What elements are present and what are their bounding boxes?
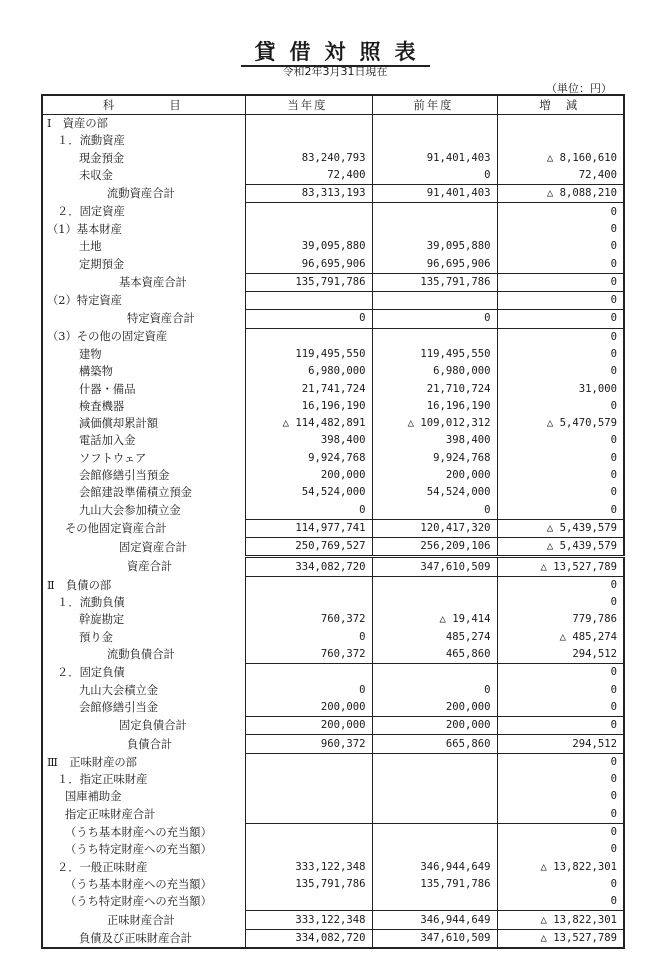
row-label: 定期預金 [42, 255, 245, 273]
change-value: 0 [497, 806, 624, 824]
change-value: △ 8,088,210 [497, 185, 624, 203]
change-value: 0 [497, 238, 624, 255]
row-label: 検査機器 [42, 398, 245, 415]
row-label: 流動資産合計 [42, 185, 245, 203]
change-value: △ 5,439,579 [497, 519, 624, 537]
previous-year-value [372, 576, 497, 594]
table-row [42, 273, 624, 291]
current-year-value: 333,122,348 [245, 911, 372, 929]
previous-year-value: △ 19,414 [372, 611, 497, 628]
change-value: 0 [497, 771, 624, 788]
previous-year-value: 200,000 [372, 467, 497, 484]
current-year-value [245, 132, 372, 149]
change-value: △ 13,527,789 [497, 929, 624, 948]
current-year-value: 250,769,527 [245, 538, 372, 557]
table-row [42, 310, 624, 328]
current-year-value: 760,372 [245, 611, 372, 628]
row-label: Ⅱ 負債の部 [42, 576, 245, 594]
previous-year-value [372, 221, 497, 238]
table-row [42, 484, 624, 501]
previous-year-value: 6,980,000 [372, 363, 497, 380]
table-row [42, 415, 624, 432]
current-year-value: 21,741,724 [245, 380, 372, 397]
table-row [42, 221, 624, 238]
current-year-value [245, 753, 372, 771]
previous-year-value: 96,695,906 [372, 255, 497, 273]
current-year-value: 96,695,906 [245, 255, 372, 273]
previous-year-value [372, 664, 497, 682]
row-label: 九山大会参加積立金 [42, 502, 245, 520]
row-label: ２．固定負債 [42, 664, 245, 682]
previous-year-value: △ 109,012,312 [372, 415, 497, 432]
previous-year-value: 200,000 [372, 699, 497, 717]
change-value [497, 115, 624, 133]
previous-year-value [372, 771, 497, 788]
current-year-value: 760,372 [245, 646, 372, 664]
row-label: ２．一般正味財産 [42, 858, 245, 875]
change-value: 0 [497, 255, 624, 273]
current-year-value [245, 806, 372, 824]
row-label: 固定負債合計 [42, 717, 245, 735]
change-value: 0 [497, 594, 624, 611]
row-label: １．流動負債 [42, 594, 245, 611]
change-value: △ 5,439,579 [497, 538, 624, 557]
current-year-value: 83,240,793 [245, 150, 372, 167]
header-current-year: 当年度 [245, 95, 372, 115]
current-year-value [245, 221, 372, 238]
change-value: △ 13,527,789 [497, 557, 624, 576]
table-row [42, 858, 624, 875]
table-row [42, 185, 624, 203]
current-year-value: 114,977,741 [245, 519, 372, 537]
row-label: （うち基本財産への充当額） [42, 876, 245, 893]
previous-year-value: 347,610,509 [372, 557, 497, 576]
document-title: 貸借対照表 [0, 36, 670, 66]
previous-year-value: 0 [372, 167, 497, 185]
row-label: 流動負債合計 [42, 646, 245, 664]
previous-year-value: 0 [372, 502, 497, 520]
current-year-value: 83,313,193 [245, 185, 372, 203]
table-row [42, 735, 624, 753]
row-label: １．流動資産 [42, 132, 245, 149]
current-year-value: 200,000 [245, 467, 372, 484]
previous-year-value [372, 788, 497, 805]
previous-year-value: 119,495,550 [372, 346, 497, 363]
previous-year-value: 465,860 [372, 646, 497, 664]
previous-year-value [372, 115, 497, 133]
previous-year-value: 256,209,106 [372, 538, 497, 557]
change-value: 0 [497, 450, 624, 467]
current-year-value: 0 [245, 629, 372, 646]
row-label: 正味財産合計 [42, 911, 245, 929]
current-year-value [245, 788, 372, 805]
document-date: 令和2年3月31日現在 [282, 65, 388, 78]
row-label: 構築物 [42, 363, 245, 380]
row-label: 資産合計 [42, 557, 245, 576]
change-value: 0 [497, 398, 624, 415]
change-value: 0 [497, 753, 624, 771]
table-row [42, 115, 624, 133]
change-value: 0 [497, 682, 624, 699]
header-previous-year: 前年度 [372, 95, 497, 115]
previous-year-value [372, 841, 497, 858]
table-row [42, 519, 624, 537]
table-row [42, 328, 624, 346]
row-label: 負債合計 [42, 735, 245, 753]
table-row [42, 132, 624, 149]
table-row [42, 346, 624, 363]
previous-year-value: 346,944,649 [372, 911, 497, 929]
change-value: △ 13,822,301 [497, 911, 624, 929]
change-value: 0 [497, 788, 624, 805]
table-row [42, 594, 624, 611]
previous-year-value [372, 203, 497, 221]
previous-year-value [372, 328, 497, 346]
row-label: その他固定資産合計 [42, 519, 245, 537]
row-label: （3）その他の固定資産 [42, 328, 245, 346]
table-row [42, 823, 624, 841]
row-label: 会館修繕引当金 [42, 699, 245, 717]
row-label: Ⅲ 正味財産の部 [42, 753, 245, 771]
previous-year-value: 39,095,880 [372, 238, 497, 255]
table-row [42, 432, 624, 449]
table-row [42, 682, 624, 699]
row-label: 会館修繕引当預金 [42, 467, 245, 484]
change-value: 0 [497, 876, 624, 893]
change-value: 0 [497, 221, 624, 238]
current-year-value [245, 291, 372, 309]
change-value: 0 [497, 346, 624, 363]
change-value: △ 485,274 [497, 629, 624, 646]
row-label: （うち基本財産への充当額） [42, 823, 245, 841]
previous-year-value: 0 [372, 682, 497, 699]
previous-year-value: 91,401,403 [372, 150, 497, 167]
current-year-value: 960,372 [245, 735, 372, 753]
table-row [42, 398, 624, 415]
row-label: 幹旋勘定 [42, 611, 245, 628]
previous-year-value [372, 753, 497, 771]
previous-year-value: 54,524,000 [372, 484, 497, 501]
change-value: 0 [497, 502, 624, 520]
change-value [497, 132, 624, 149]
current-year-value [245, 664, 372, 682]
current-year-value [245, 328, 372, 346]
previous-year-value [372, 291, 497, 309]
row-label: ２．固定資産 [42, 203, 245, 221]
previous-year-value: 135,791,786 [372, 876, 497, 893]
row-label: 什器・備品 [42, 380, 245, 397]
table-row [42, 557, 624, 576]
previous-year-value [372, 132, 497, 149]
previous-year-value: 346,944,649 [372, 858, 497, 875]
row-label: 土地 [42, 238, 245, 255]
change-value: 0 [497, 273, 624, 291]
current-year-value: 54,524,000 [245, 484, 372, 501]
table-row [42, 717, 624, 735]
row-label: ソフトウェア [42, 450, 245, 467]
previous-year-value: 347,610,509 [372, 929, 497, 948]
row-label: 未収金 [42, 167, 245, 185]
current-year-value [245, 115, 372, 133]
header-change: 増 減 [497, 95, 624, 115]
change-value: 0 [497, 432, 624, 449]
table-row [42, 291, 624, 309]
table-row [42, 255, 624, 273]
balance-sheet-table [41, 94, 625, 949]
table-row [42, 753, 624, 771]
row-label: 負債及び正味財産合計 [42, 929, 245, 948]
change-value: 0 [497, 363, 624, 380]
change-value: 31,000 [497, 380, 624, 397]
table-row [42, 841, 624, 858]
change-value: 72,400 [497, 167, 624, 185]
change-value: 0 [497, 484, 624, 501]
row-label: （うち特定財産への充当額） [42, 893, 245, 911]
current-year-value: 0 [245, 310, 372, 328]
current-year-value [245, 576, 372, 594]
table-row [42, 893, 624, 911]
row-label: １．指定正味財産 [42, 771, 245, 788]
row-label: 現金預金 [42, 150, 245, 167]
previous-year-value [372, 893, 497, 911]
table-row [42, 380, 624, 397]
table-row [42, 911, 624, 929]
current-year-value: 9,924,768 [245, 450, 372, 467]
current-year-value: 334,082,720 [245, 929, 372, 948]
current-year-value: 135,791,786 [245, 273, 372, 291]
row-label: 会館建設準備積立預金 [42, 484, 245, 501]
current-year-value: 72,400 [245, 167, 372, 185]
current-year-value: 200,000 [245, 699, 372, 717]
row-label: 指定正味財産合計 [42, 806, 245, 824]
previous-year-value: 485,274 [372, 629, 497, 646]
unit-label: （単位：円） [546, 82, 612, 95]
change-value: △ 8,160,610 [497, 150, 624, 167]
current-year-value [245, 203, 372, 221]
change-value: 0 [497, 467, 624, 484]
change-value: 0 [497, 291, 624, 309]
change-value: 0 [497, 203, 624, 221]
previous-year-value: 665,860 [372, 735, 497, 753]
previous-year-value: 120,417,320 [372, 519, 497, 537]
change-value: 0 [497, 576, 624, 594]
row-label: （2）特定資産 [42, 291, 245, 309]
current-year-value [245, 771, 372, 788]
table-row [42, 203, 624, 221]
current-year-value: △ 114,482,891 [245, 415, 372, 432]
current-year-value [245, 823, 372, 841]
current-year-value: 0 [245, 682, 372, 699]
table-row [42, 538, 624, 557]
row-label: 建物 [42, 346, 245, 363]
header-item: 科 目 [42, 95, 245, 115]
table-row [42, 788, 624, 805]
previous-year-value: 91,401,403 [372, 185, 497, 203]
table-row [42, 467, 624, 484]
current-year-value [245, 594, 372, 611]
change-value: 0 [497, 328, 624, 346]
previous-year-value: 135,791,786 [372, 273, 497, 291]
current-year-value [245, 841, 372, 858]
table-row [42, 363, 624, 380]
table-row [42, 150, 624, 167]
current-year-value: 16,196,190 [245, 398, 372, 415]
change-value: 0 [497, 310, 624, 328]
change-value: 779,786 [497, 611, 624, 628]
row-label: 減価償却累計額 [42, 415, 245, 432]
current-year-value [245, 893, 372, 911]
current-year-value: 39,095,880 [245, 238, 372, 255]
change-value: 0 [497, 664, 624, 682]
current-year-value: 0 [245, 502, 372, 520]
row-label: 国庫補助金 [42, 788, 245, 805]
row-label: 九山大会積立金 [42, 682, 245, 699]
table-row [42, 502, 624, 520]
change-value: 0 [497, 717, 624, 735]
change-value: 0 [497, 893, 624, 911]
table-row [42, 664, 624, 682]
previous-year-value: 16,196,190 [372, 398, 497, 415]
row-label: 預り金 [42, 629, 245, 646]
change-value: △ 13,822,301 [497, 858, 624, 875]
table-row [42, 576, 624, 594]
change-value: △ 5,470,579 [497, 415, 624, 432]
change-value: 0 [497, 841, 624, 858]
current-year-value: 334,082,720 [245, 557, 372, 576]
row-label: 固定資産合計 [42, 538, 245, 557]
table-row [42, 929, 624, 948]
previous-year-value: 200,000 [372, 717, 497, 735]
row-label: （1）基本財産 [42, 221, 245, 238]
previous-year-value: 21,710,724 [372, 380, 497, 397]
current-year-value: 6,980,000 [245, 363, 372, 380]
row-label: （うち特定財産への充当額） [42, 841, 245, 858]
table-row [42, 629, 624, 646]
previous-year-value [372, 806, 497, 824]
current-year-value: 333,122,348 [245, 858, 372, 875]
row-label: Ⅰ 資産の部 [42, 115, 245, 133]
table-row [42, 167, 624, 185]
previous-year-value [372, 594, 497, 611]
table-row [42, 806, 624, 824]
row-label: 電話加入金 [42, 432, 245, 449]
current-year-value: 135,791,786 [245, 876, 372, 893]
table-row [42, 450, 624, 467]
table-row [42, 699, 624, 717]
table-row [42, 771, 624, 788]
current-year-value: 119,495,550 [245, 346, 372, 363]
previous-year-value [372, 823, 497, 841]
table-row [42, 611, 624, 628]
row-label: 基本資産合計 [42, 273, 245, 291]
table-row [42, 876, 624, 893]
table-header-row [42, 95, 624, 115]
current-year-value: 398,400 [245, 432, 372, 449]
change-value: 294,512 [497, 735, 624, 753]
change-value: 0 [497, 699, 624, 717]
table-row [42, 646, 624, 664]
row-label: 特定資産合計 [42, 310, 245, 328]
previous-year-value: 398,400 [372, 432, 497, 449]
previous-year-value: 9,924,768 [372, 450, 497, 467]
previous-year-value: 0 [372, 310, 497, 328]
change-value: 294,512 [497, 646, 624, 664]
table-row [42, 238, 624, 255]
change-value: 0 [497, 823, 624, 841]
current-year-value: 200,000 [245, 717, 372, 735]
